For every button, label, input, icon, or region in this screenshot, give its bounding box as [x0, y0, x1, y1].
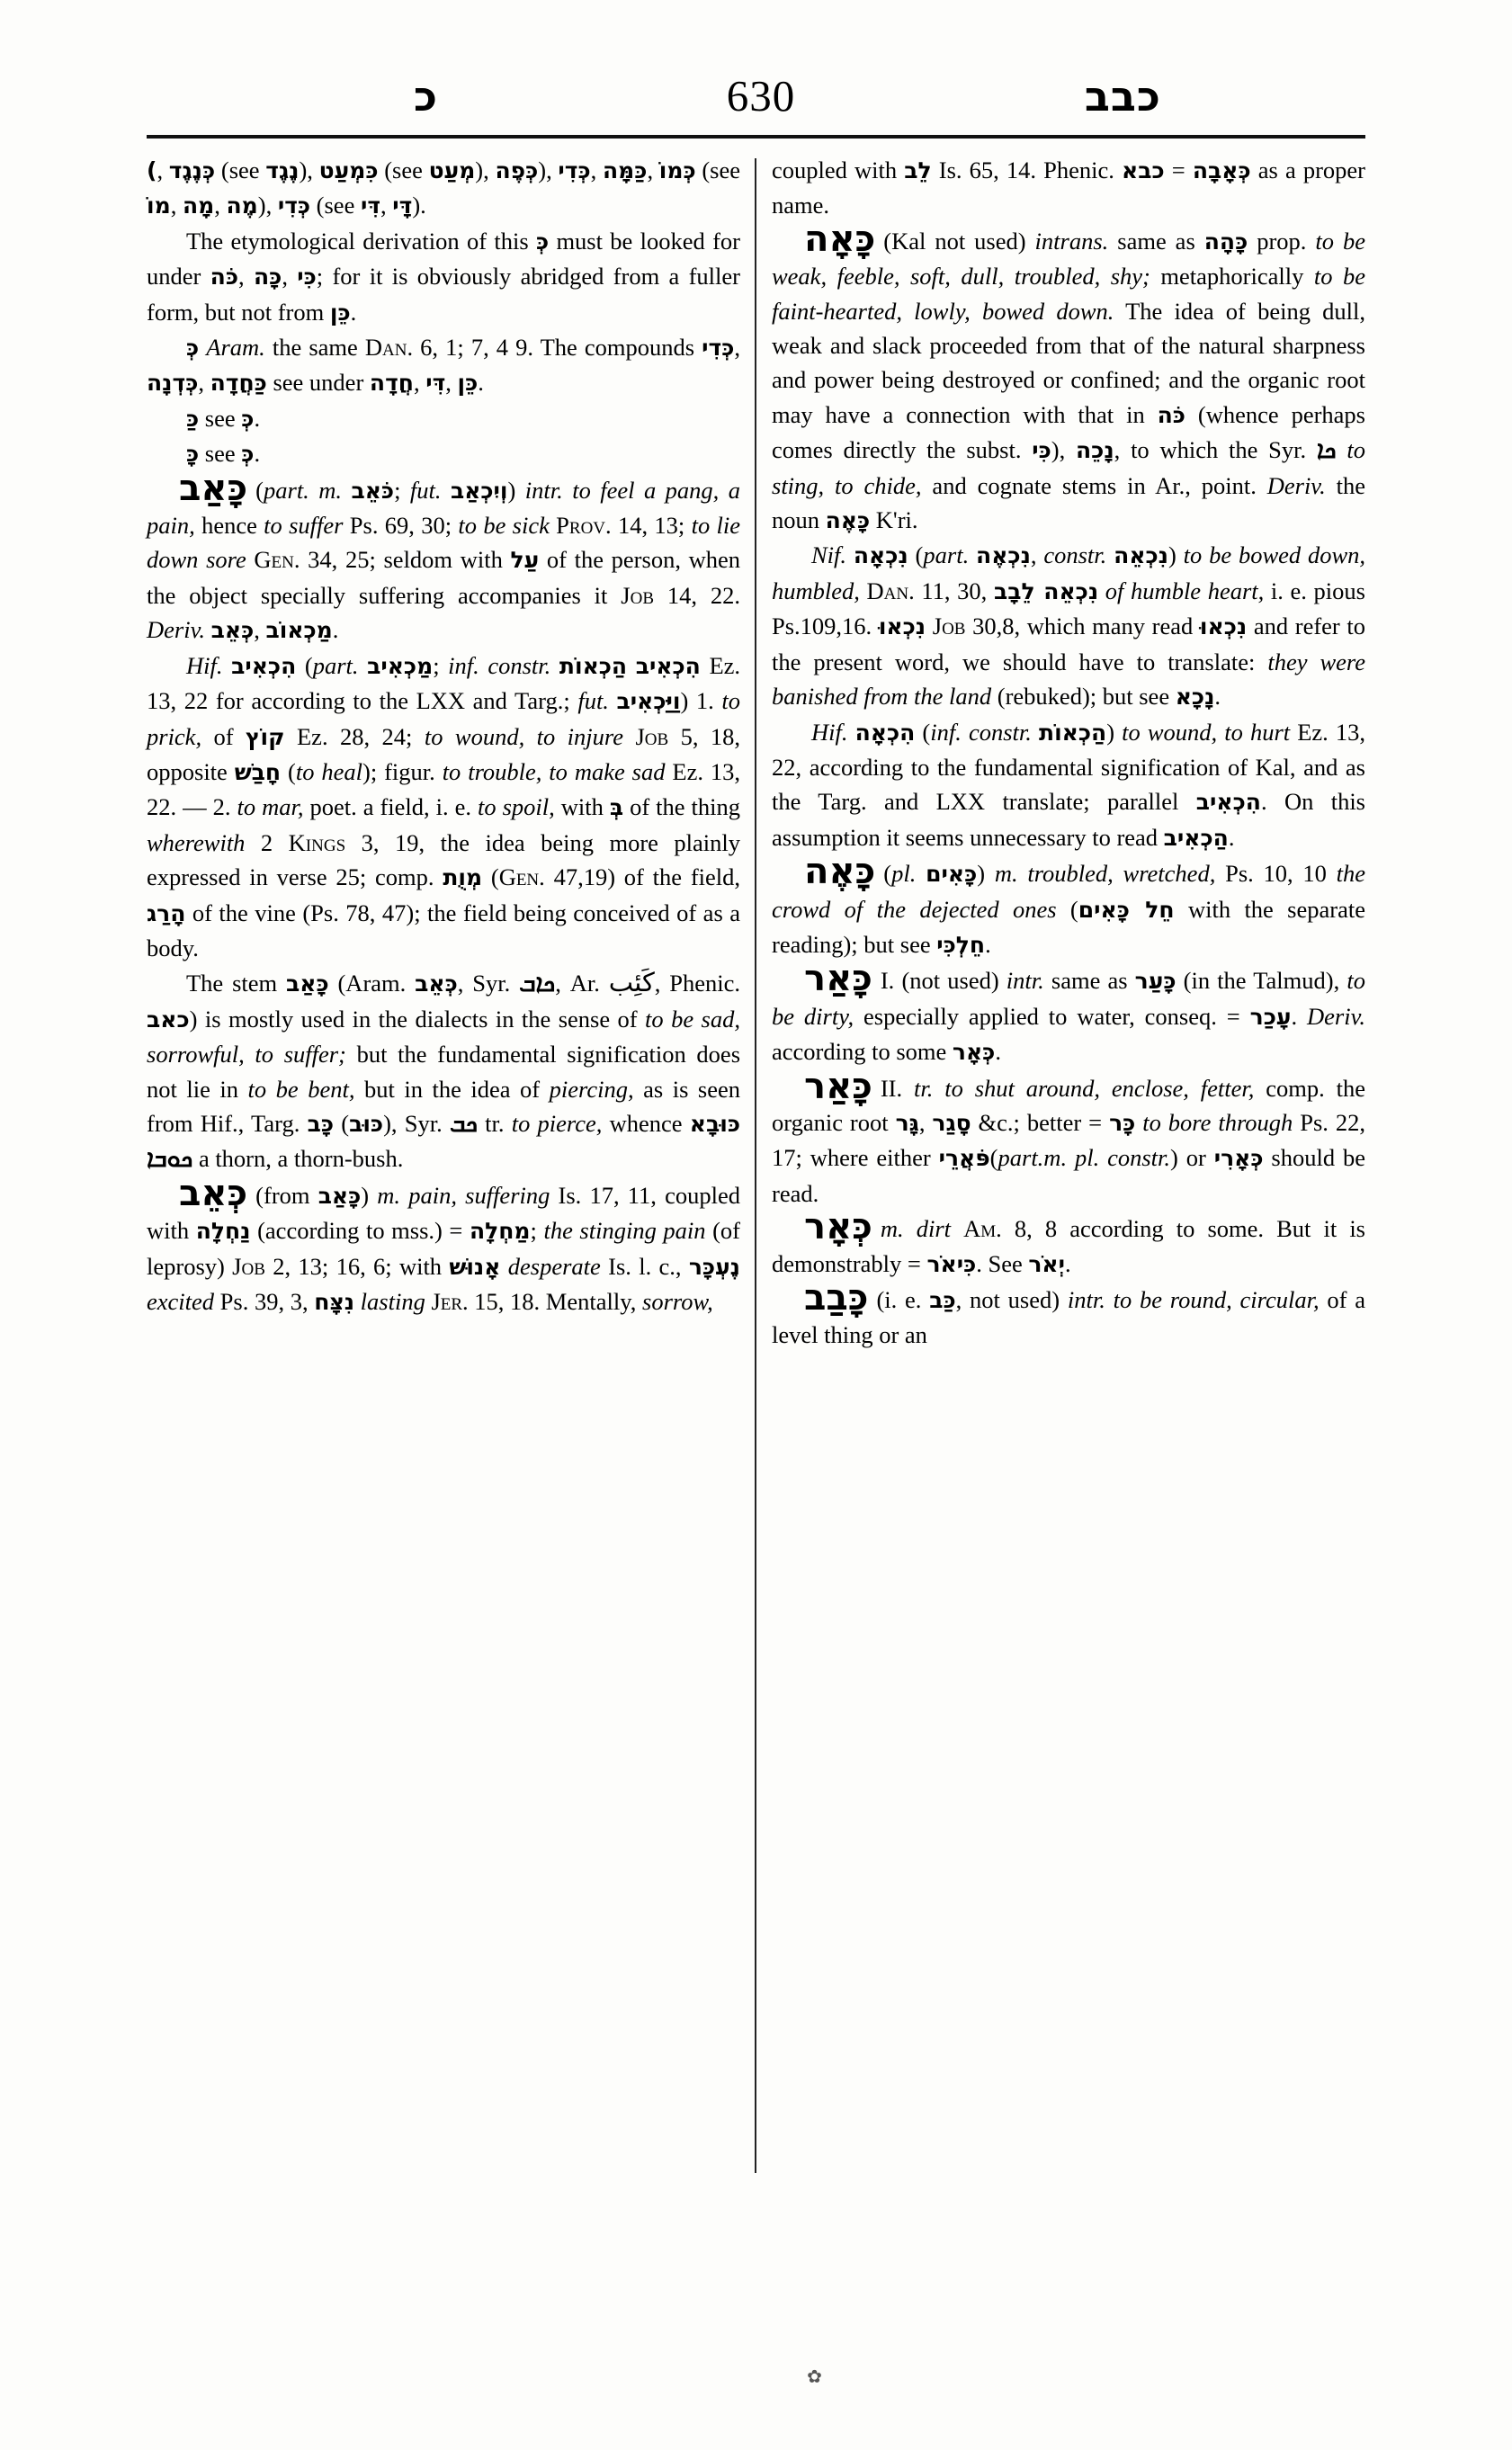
paragraph-stem: The stem כָּאַב (Aram. כְּאֵב, Syr. ܟܐܒ, Ar. كَئِب, Phenic. כאב) is mostly used in the dialects in the sense of to be sad, sorrowful, to suffer; but the fundamental signification does not lie in to be bent, but in the idea of piercing, as is seen from Hif., Targ. כָּב (כּוּב), Syr. ܟܒ tr. to pierce, whence כּוּבָא ܟܘܒܐ a thorn, a thorn-bush. [147, 967, 741, 1174]
running-head-right-hebrew: כבב [1084, 72, 1161, 121]
paragraph-coupled-lev: coupled with לֵב Is. 65, 14. Phenic. כבא = כְּאָבָה as a proper name. [772, 156, 1365, 219]
entry-kaab-verb: כָּאַב (part. m. כֹּאֵב; fut. וְיִכְאַב) intr. to feel a pang, a pain, hence to suffer Ps. 69, 30; to be sick Prov. 14, 13; to lie down sore Gen. 34, 25; seldom with עַל of the person, when the object specially suffering accompanies it Job 14, 22. Deriv. כְּאֵב, מַכְאוֹב. [147, 467, 741, 644]
paragraph-continuation-see-list: ), כְּנֶגֶד (see נֶגֶד), כִּמְעַט (see מְעַט), כְּפֶה), כְּדִי, כַּמָּה, כְּמוֹ (see מוֹ, מָה, מֶה), כְּדִי (see דִּי, דָּי). [147, 156, 741, 219]
page-ornament [0, 2365, 1512, 2388]
headword-kaar-noun: כְּאָר [804, 1206, 872, 1248]
paragraph-see-ki: כַּ see כְּ. [186, 404, 261, 432]
paragraph-hif: Hif. הִכְאִיב (part. מַכְאִיב; inf. constr. הַכְאוֹת הִכְאִיב Ez. 13, 22 for according to the LXX and Targ.; fut. וַיַּכְאִיב) 1. to prick, of קוֹץ Ez. 28, 24; to wound, to injure Job 5, 18, opposite חָבַשׁ (to heal); figur. to trouble, to make sad Ez. 13, 22. — 2. to mar, poet. a field, i. e. to spoil, with בְּ of the thing wherewith 2 Kings 3, 19, the idea being more plainly expressed in verse 25; comp. מְוֻת (Gen. 47,19) of the field, הָרַג of the vine (Ps. 78, 47); the field being conceived of as a body. [147, 651, 741, 961]
entry-kaeh-adj: כָּאֶה (pl. כָּאִים) m. troubled, wretched, Ps. 10, 10 the crowd of the dejected ones (חֵל כָּאִים with the separate reading); but see חֵלְכִּי. [772, 851, 1366, 958]
entry-kaar-noun: כְּאָר m. dirt Am. 8, 8 according to some. But it is demonstrably = כִּיאֹר. See יְאֹר. [772, 1206, 1365, 1277]
entry-kaar-1: כָּאַר I. (not used) intr. same as כָּעַר (in the Talmud), to be dirty, especially applied to water, conseq. = עָכַר. Deriv. according to some כְּאָר. [772, 958, 1366, 1066]
roman-numeral-one: I. [880, 967, 895, 995]
paragraph-nif: Nif. נִכְאָה (part. נִכְאֶה, constr. נִכְאֵה) to be bowed down, humbled, Dan. 11, 30, נִכְאֵה לֵבָב of humble heart, i. e. pious Ps.109,16. נִכְאוּ Job 30,8, which many read נִכְאוּ and refer to the present word, we should have to translate: they were banished from the land (rebuked); but see נָכָא. [772, 541, 1366, 711]
entry-kaah-verb: כָּאָה (Kal not used) intrans. same as כָּהָה prop. to be weak, feeble, soft, dull, troubled, shy; metaphorically to be faint-hearted, lowly, bowed down. The idea of being dull, weak and slack proceeded from that of the natural sharpness and power being destroyed or confined; and the organic root may have a connection with that in כֹּה (whence perhaps comes directly the subst. כִּי), נָכֵה, to which the Syr. ܟܐ to sting, to chide, and cognate stems in Ar., point. Deriv. the noun כָּאֶה K'ri. [772, 218, 1366, 534]
headword-kabab: כָּבַב [804, 1277, 869, 1319]
headword-kaah: כָּאָה [804, 218, 876, 260]
ornament-glyph: ✿ [807, 2367, 822, 2387]
left-column [147, 153, 740, 1353]
headword-kaeb: כְּאֵב [179, 1172, 248, 1214]
headword-kaar-one: כָּאַר [804, 958, 872, 1000]
paragraph-hif-kaah: Hif. הִכְאָה (inf. constr. הַכְאוֹת) to wound, to hurt Ez. 13, 22, according to the fundamental signification of Kal, and as the Targ. and LXX translate; parallel הִכְאִיב. On this assumption it seems unnecessary to read הַכְאִיב. [772, 718, 1366, 851]
page-number: 630 [726, 71, 796, 121]
headword-kaab: כָּאַב [179, 467, 248, 509]
paragraph-see-ka: כָּ see כְּ. [186, 440, 261, 468]
headword-kaar-two: כָּאַר [804, 1065, 872, 1107]
body-columns [147, 153, 1365, 1353]
headword-kaeh: כָּאֶה [804, 851, 876, 893]
running-head [144, 70, 1368, 133]
header-rule [147, 135, 1365, 139]
right-column [772, 153, 1365, 1353]
roman-numeral-two: II. [880, 1074, 903, 1102]
paragraph-aram-same: כְּ Aram. the same Dan. 6, 1; 7, 4 9. The compounds כְּדִי, כְּדְנָה, כַּחֲדָה see under חֲדָה, דִּי, כֵּן. [147, 334, 740, 397]
entry-kabab: כָּבַב (i. e. כַּב, not used) intr. to be round, circular, of a level thing or an [772, 1277, 1366, 1349]
column-divider [740, 153, 772, 1353]
entry-kaar-2: כָּאַר II. tr. to shut around, enclose, fetter, comp. the organic root גָּר, סָגַר &c.; better = כָּר to bore through Ps. 22, 17; where either פֹּאֲרֵי(part.m. pl. constr.) or כְּאָרִי should be read. [772, 1065, 1366, 1207]
running-head-left-hebrew: כ [414, 72, 438, 121]
paragraph-etymology: The etymological derivation of this כְּ must be looked for under כֹּה, כָּה, כִּי; for it is obviously abridged from a fuller form, but not from כֵּן. [147, 227, 740, 326]
entry-kaeb-noun: כְּאֵב (from כָּאַב) m. pain, suffering Is. 17, 11, coupled with נַחְלָה (according to mss.) = מַחְלָה; the stinging pain (of leprosy) Job 2, 13; 16, 6; with אָנוּשׁ desperate Is. l. c., נֶעְכָּר excited Ps. 39, 3, נִצָּח lasting Jer. 15, 18. Mentally, sorrow, [147, 1172, 741, 1315]
